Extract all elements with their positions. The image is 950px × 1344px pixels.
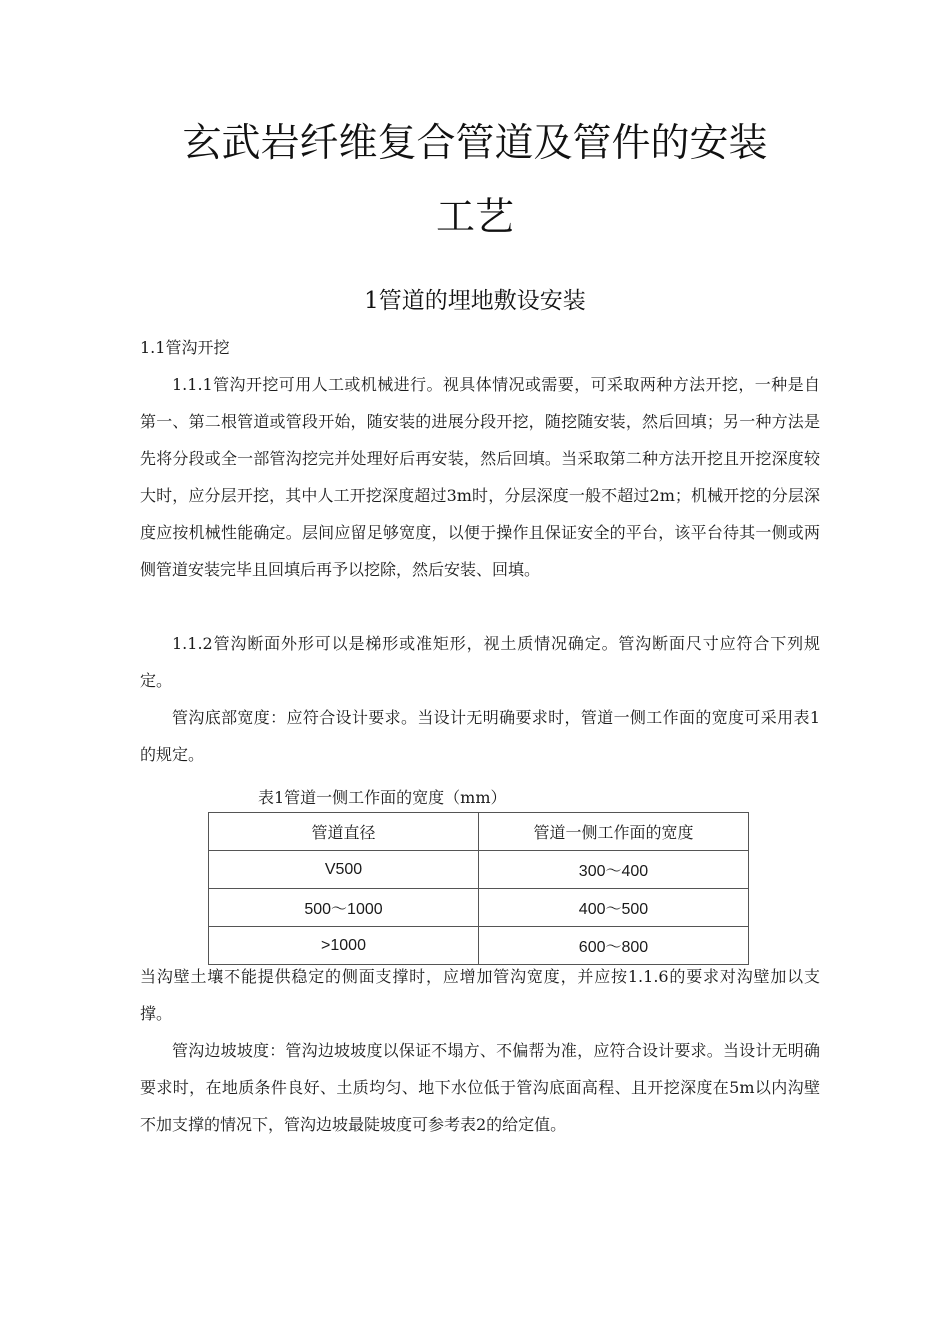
table-cell: 400〜500 (479, 889, 749, 927)
paragraph-1-1-1: 1.1.1管沟开挖可用人工或机械进行。视具体情况或需要，可采取两种方法开挖，一种是自第一、第二根管道或管段开始，随安装的进展分段开挖，随挖随安装，然后回填；另一种方法是先将分段或全一部管沟挖完并处理好后再安装，然后回填。当采取第二种方法开挖且开挖深度较大时，应分层开挖，其中人工开挖深度超过3m时，分层深度一般不超过2m；机械开挖的分层深度应按机械性能确定。层间应留足够宽度，以便于操作且保证安全的平台，该平台待其一侧或两侧管道安装完毕且回填后再予以挖除，然后安装、回填。 (140, 375, 820, 579)
document-title-line2: 工艺 (435, 195, 514, 240)
table-header-cell: 管道直径 (209, 813, 479, 851)
table-1 (208, 812, 749, 965)
paragraph-bottom-width: 管沟底部宽度：应符合设计要求。当设计无明确要求时，管道一侧工作面的宽度可采用表1的规定。 (140, 708, 820, 764)
table-cell: 300〜400 (479, 851, 749, 889)
table-1-caption: 表1管道一侧工作面的宽度（mm） (258, 788, 507, 807)
table-cell: V500 (209, 851, 479, 889)
table-cell: 600〜800 (479, 927, 749, 965)
paragraph-1-1-2: 1.1.2管沟断面外形可以是梯形或准矩形，视土质情况确定。管沟断面尺寸应符合下列规定。 (140, 634, 820, 690)
paragraph-support: 当沟壁土壤不能提供稳定的侧面支撑时，应增加管沟宽度，并应按1.1.6的要求对沟壁加以支撑。 (140, 967, 820, 1023)
section-heading-1: 1管道的埋地敷设安装 (364, 288, 586, 314)
table-cell: >1000 (209, 927, 479, 965)
table-row (209, 889, 749, 927)
document-title-line1: 玄武岩纤维复合管道及管件的安装 (182, 121, 768, 166)
table-row (209, 851, 749, 889)
subsection-heading-1-1: 1.1管沟开挖 (140, 338, 230, 357)
table-header-row (209, 813, 749, 851)
paragraph-slope: 管沟边坡坡度：管沟边坡坡度以保证不塌方、不偏帮为准，应符合设计要求。当设计无明确要求时，在地质条件良好、土质均匀、地下水位低于管沟底面高程、且开挖深度在5m以内沟壁不加支撑的情况下，管沟边坡最陡坡度可参考表2的给定值。 (140, 1041, 820, 1134)
table-header-cell: 管道一侧工作面的宽度 (479, 813, 749, 851)
table-cell: 500〜1000 (209, 889, 479, 927)
